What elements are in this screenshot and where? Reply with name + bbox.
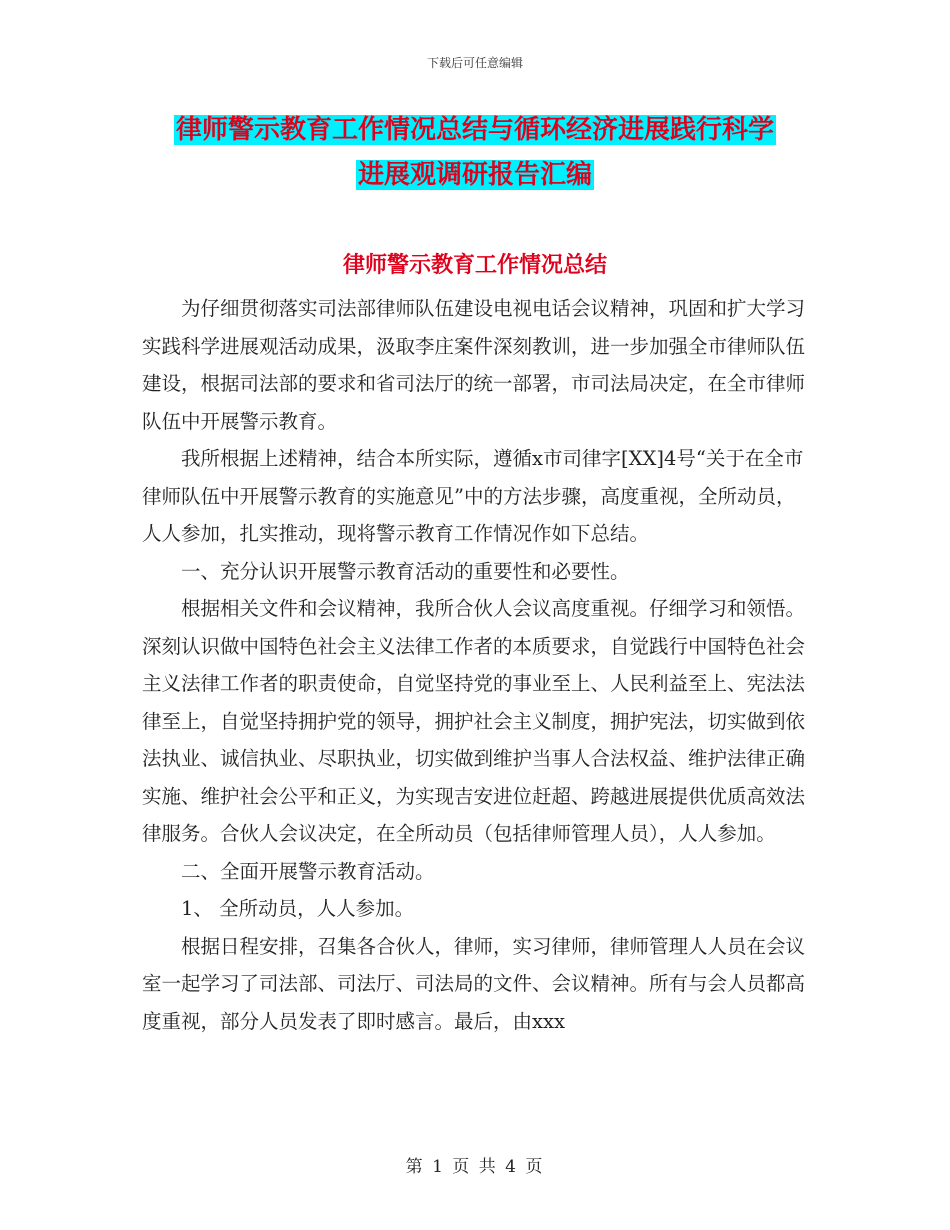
heading-2: 二、全面开展警示教育活动。 — [181, 859, 435, 883]
paragraph: 根据相关文件和会议精神，我所合伙人会议高度重视。仔细学习和领悟。深刻认识做中国特色社会主义法律工作者的本质要求，自觉践行中国特色社会主义法律工作者的职责使命，自觉坚持党的事业至上、人民利益至上、宪法法律至上，自觉坚持拥护党的领导，拥护社会主义制度，拥护宪法，切实做到依法执业、诚信执业、尽职执业，切实做到维护当事人合法权益、维护法律正确实施、维护社会公平和正义，为实现吉安进位赶超、跨越进展提供优质高效法律服务。合伙人会议决定，在全所动员（包括律师管理人员），人人参加。 — [142, 597, 806, 845]
subheading-1: 1、 全所动员，人人参加。 — [181, 897, 415, 920]
page-number: 第 1 页 共 4 页 — [405, 1157, 545, 1177]
paragraph: 根据日程安排，召集各合伙人，律师，实习律师，律师管理人人员在会议室一起学习了司法部、司法厅、司法局的文件、会议精神。所有与会人员都高度重视，部分人员发表了即时感言。最后，由xxx — [142, 934, 806, 1033]
heading-1: 一、充分认识开展警示教育活动的重要性和必要性。 — [181, 559, 630, 583]
document-title-line-1: 律师警示教育工作情况总结与循环经济进展践行科学 — [175, 115, 774, 145]
document-body — [142, 290, 810, 1040]
header-note: 下载后可任意编辑 — [426, 56, 523, 70]
paragraph: 为仔细贯彻落实司法部律师队伍建设电视电话会议精神，巩固和扩大学习实践科学进展观活动成果，汲取李庄案件深刻教训，进一步加强全市律师队伍建设，根据司法部的要求和省司法厅的统一部署，市司法局决定，在全市律师队伍中开展警示教育。 — [142, 297, 806, 433]
document-title-line-2: 进展观调研报告汇编 — [357, 160, 592, 190]
section-title: 律师警示教育工作情况总结 — [342, 252, 607, 278]
paragraph: 我所根据上述精神，结合本所实际，遵循x市司律字[XX]4号“关于在全市律师队伍中开展警示教育的实施意见”中的方法步骤，高度重视，全所动员，人人参加，扎实推动，现将警示教育工作情况作如下总结。 — [142, 447, 804, 545]
